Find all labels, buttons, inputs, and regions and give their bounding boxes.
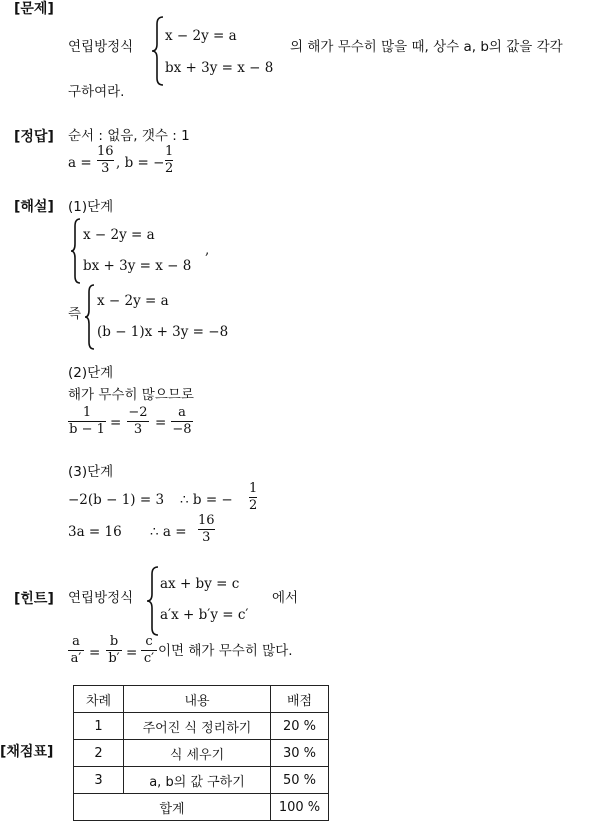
problem-lead: 연립방정식	[68, 39, 134, 55]
s1-eq1: x − 2y = a	[83, 227, 155, 243]
hint-eq1: ax + by = c	[160, 576, 240, 592]
hint-f2-num: b	[109, 634, 119, 649]
s2-text: 해가 무수히 많으므로	[68, 387, 194, 403]
rubric-header-order: 차례	[74, 686, 124, 713]
rubric-cell: 2	[74, 740, 124, 767]
left-brace-icon	[84, 284, 96, 350]
s1-eq3: x − 2y = a	[97, 293, 169, 309]
hint-fraction-b	[106, 635, 122, 666]
s3-line2: 3a = 16	[68, 524, 122, 540]
rubric-cell: 1	[74, 713, 124, 740]
rubric-header-points: 배점	[271, 686, 329, 713]
s2-f3-num: a	[178, 405, 186, 420]
rubric-total-row	[74, 794, 329, 821]
s2-f1-num: 1	[82, 405, 92, 420]
rubric-label: [채점표]	[0, 744, 54, 760]
step1-label: (1)단계	[68, 199, 114, 215]
s2-f1-den: b − 1	[69, 422, 105, 437]
hint-f3-num: c	[145, 634, 153, 649]
answer-b-num: 1	[165, 144, 174, 159]
hint-conclusion: 이면 해가 무수히 많다.	[158, 643, 293, 659]
s2-eq-sign-1: =	[110, 415, 122, 431]
s1-eq4: (b − 1)x + 3y = −8	[97, 324, 229, 340]
answer-meta: 순서 : 없음, 갯수 : 1	[68, 128, 190, 144]
s3-line2-result: ∴ a =	[150, 524, 187, 540]
hint-f1-den: a′	[70, 651, 82, 666]
hint-tail: 에서	[272, 590, 299, 606]
rubric-header-content: 내용	[124, 686, 271, 713]
s2-f2-den: 3	[133, 422, 143, 437]
rubric-cell: 50 %	[271, 767, 329, 794]
left-brace-icon	[146, 566, 160, 636]
problem-eq1: x − 2y = a	[165, 28, 237, 44]
answer-b-fraction	[165, 145, 173, 176]
hint-f2-den: b′	[108, 651, 120, 666]
s2-f2-num: −2	[128, 405, 148, 420]
s1-comma: ,	[205, 242, 210, 258]
rubric-table	[73, 685, 329, 821]
s3-f1-den: 2	[249, 498, 258, 513]
problem-label: [문제]	[14, 1, 54, 17]
answer-a-num: 16	[97, 144, 114, 159]
rubric-cell: 식 세우기	[124, 740, 271, 767]
answer-label: [정답]	[14, 129, 54, 145]
hint-f3-den: c′	[143, 651, 155, 666]
answer-b-lhs: , b = −	[116, 155, 165, 171]
s3-line1: −2(b − 1) = 3	[68, 492, 165, 508]
hint-fraction-c	[141, 635, 157, 666]
hint-lead: 연립방정식	[68, 590, 134, 606]
s2-eq-sign-2: =	[155, 415, 167, 431]
s2-fraction-1	[68, 406, 106, 437]
problem-eq2: bx + 3y = x − 8	[165, 60, 274, 76]
answer-a-fraction	[97, 145, 114, 176]
s2-fraction-3	[171, 406, 193, 437]
s3-f2-num: 16	[198, 513, 215, 528]
rubric-cell: 30 %	[271, 740, 329, 767]
rubric-header-row	[74, 686, 329, 713]
table-row	[74, 740, 329, 767]
rubric-cell: 주어진 식 정리하기	[124, 713, 271, 740]
s2-fraction-2	[127, 406, 149, 437]
s2-f3-den: −8	[172, 422, 192, 437]
answer-a-den: 3	[101, 161, 110, 176]
problem-tail: 의 해가 무수히 많을 때, 상수 a, b의 값을 각각	[290, 39, 563, 55]
answer-b-den: 2	[165, 161, 174, 176]
explain-label: [해설]	[14, 199, 54, 215]
s3-fraction-2	[198, 514, 215, 545]
rubric-cell: 20 %	[271, 713, 329, 740]
table-row	[74, 767, 329, 794]
hint-eq-sign-1: =	[89, 645, 101, 661]
left-brace-icon	[151, 16, 165, 86]
s1-prefix: 즉	[68, 306, 82, 322]
rubric-cell: 3	[74, 767, 124, 794]
rubric-total-value: 100 %	[271, 794, 329, 821]
s3-f2-den: 3	[202, 530, 211, 545]
rubric-cell: a, b의 값 구하기	[124, 767, 271, 794]
hint-fraction-a	[68, 635, 84, 666]
left-brace-icon	[70, 218, 82, 284]
s3-line1-result: ∴ b = −	[180, 492, 233, 508]
table-row	[74, 713, 329, 740]
hint-eq2: a′x + b′y = c′	[160, 607, 249, 623]
step2-label: (2)단계	[68, 365, 114, 381]
s3-fraction-1	[249, 482, 257, 513]
hint-eq-sign-2: =	[126, 645, 138, 661]
hint-label: [힌트]	[14, 591, 54, 607]
s3-f1-num: 1	[249, 481, 258, 496]
problem-line2: 구하여라.	[68, 84, 125, 100]
hint-f1-num: a	[72, 634, 80, 649]
s1-eq2: bx + 3y = x − 8	[83, 258, 192, 274]
answer-a-lhs: a =	[68, 155, 92, 171]
rubric-total-label: 합계	[74, 794, 271, 821]
step3-label: (3)단계	[68, 464, 114, 480]
